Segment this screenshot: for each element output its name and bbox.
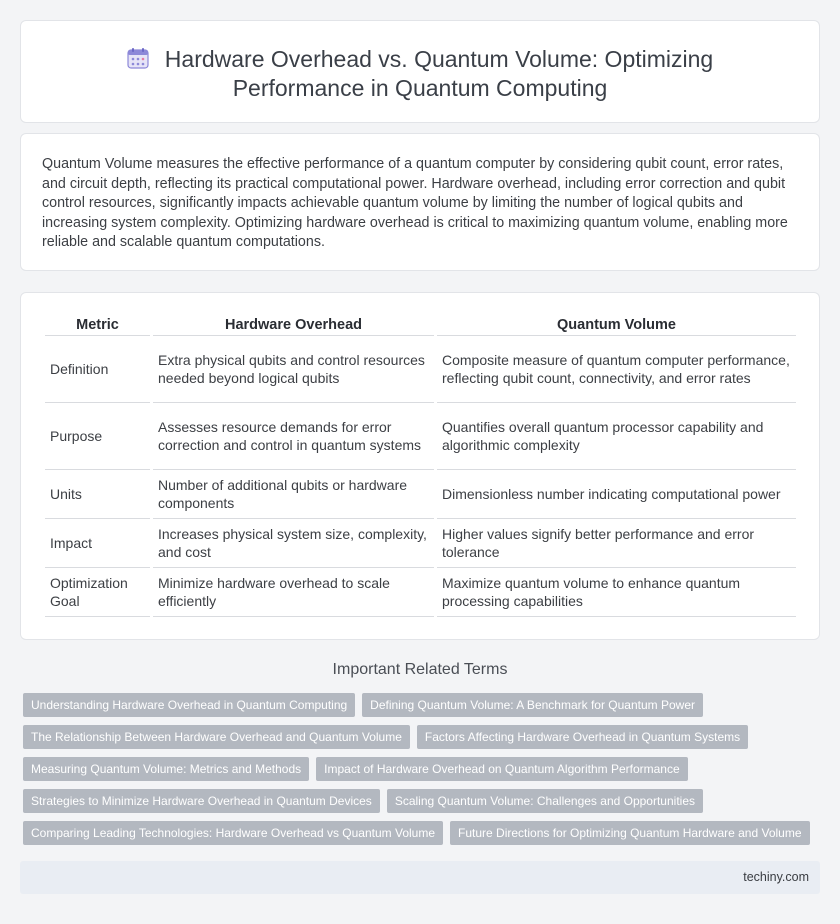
hardware-overhead-cell: Number of additional qubits or hardware components (153, 470, 434, 519)
related-terms-list (23, 693, 813, 853)
hardware-overhead-cell: Assesses resource demands for error correction and control in quantum systems (153, 403, 434, 470)
calendar-icon (127, 47, 149, 69)
quantum-volume-cell: Quantifies overall quantum processor capability and algorithmic complexity (437, 403, 796, 470)
metric-cell: Units (45, 470, 150, 519)
footer-site-link[interactable]: techiny.com (743, 870, 809, 884)
quantum-volume-cell: Dimensionless number indicating computational power (437, 470, 796, 519)
tag-row (23, 693, 813, 717)
table-row (45, 470, 796, 519)
related-term-tag[interactable]: Impact of Hardware Overhead on Quantum Algorithm Performance (316, 757, 688, 781)
table-row (45, 403, 796, 470)
header-metric: Metric (45, 316, 150, 336)
table-row (45, 519, 796, 568)
comparison-card (20, 292, 820, 640)
quantum-volume-cell: Composite measure of quantum computer performance, reflecting qubit count, connectivity, and error rates (437, 336, 796, 403)
tag-row (23, 757, 813, 781)
quantum-volume-cell: Maximize quantum volume to enhance quantum processing capabilities (437, 568, 796, 617)
metric-cell: Purpose (45, 403, 150, 470)
metric-cell: Impact (45, 519, 150, 568)
tag-row (23, 821, 813, 845)
metric-cell: Definition (45, 336, 150, 403)
header-quantum-volume: Quantum Volume (437, 316, 796, 336)
header-hardware-overhead: Hardware Overhead (153, 316, 434, 336)
metric-cell: Optimization Goal (45, 568, 150, 617)
comparison-table (42, 316, 799, 617)
related-term-tag[interactable]: Defining Quantum Volume: A Benchmark for Quantum Power (362, 693, 703, 717)
related-term-tag[interactable]: Measuring Quantum Volume: Metrics and Methods (23, 757, 309, 781)
hardware-overhead-cell: Extra physical qubits and control resources needed beyond logical qubits (153, 336, 434, 403)
intro-paragraph: Quantum Volume measures the effective performance of a quantum computer by considering qubit count, error rates, and circuit depth, reflecting its practical computational power. Hardware overhead, including error correction and qubit control resources, significantly impacts achievable quantum volume by limiting the number of logical qubits and increasing system complexity. Optimizing hardware overhead is critical to maximizing quantum volume, enabling more reliable and scalable quantum computations. (42, 156, 788, 251)
table-row (45, 568, 796, 617)
related-term-tag[interactable]: Strategies to Minimize Hardware Overhead in Quantum Devices (23, 789, 380, 813)
related-term-tag[interactable]: Future Directions for Optimizing Quantum Hardware and Volume (450, 821, 809, 845)
footer (20, 861, 820, 894)
title-line-2: Performance in Quantum Computing (232, 75, 608, 101)
hardware-overhead-cell: Minimize hardware overhead to scale efficiently (153, 568, 434, 617)
related-term-tag[interactable]: Factors Affecting Hardware Overhead in Quantum Systems (417, 725, 748, 749)
table-header-row (45, 316, 796, 336)
related-terms-title: Important Related Terms (332, 661, 508, 678)
tag-row (23, 789, 813, 813)
table-row (45, 336, 796, 403)
related-term-tag[interactable]: Understanding Hardware Overhead in Quantum Computing (23, 693, 355, 717)
hardware-overhead-cell: Increases physical system size, complexity, and cost (153, 519, 434, 568)
intro-card (20, 133, 820, 271)
tag-row (23, 725, 813, 749)
page-title (21, 45, 819, 103)
title-card (20, 20, 820, 123)
title-line-1: Hardware Overhead vs. Quantum Volume: Optimizing (164, 46, 714, 72)
related-term-tag[interactable]: Comparing Leading Technologies: Hardware Overhead vs Quantum Volume (23, 821, 443, 845)
related-term-tag[interactable]: Scaling Quantum Volume: Challenges and Opportunities (387, 789, 703, 813)
quantum-volume-cell: Higher values signify better performance and error tolerance (437, 519, 796, 568)
related-term-tag[interactable]: The Relationship Between Hardware Overhead and Quantum Volume (23, 725, 410, 749)
